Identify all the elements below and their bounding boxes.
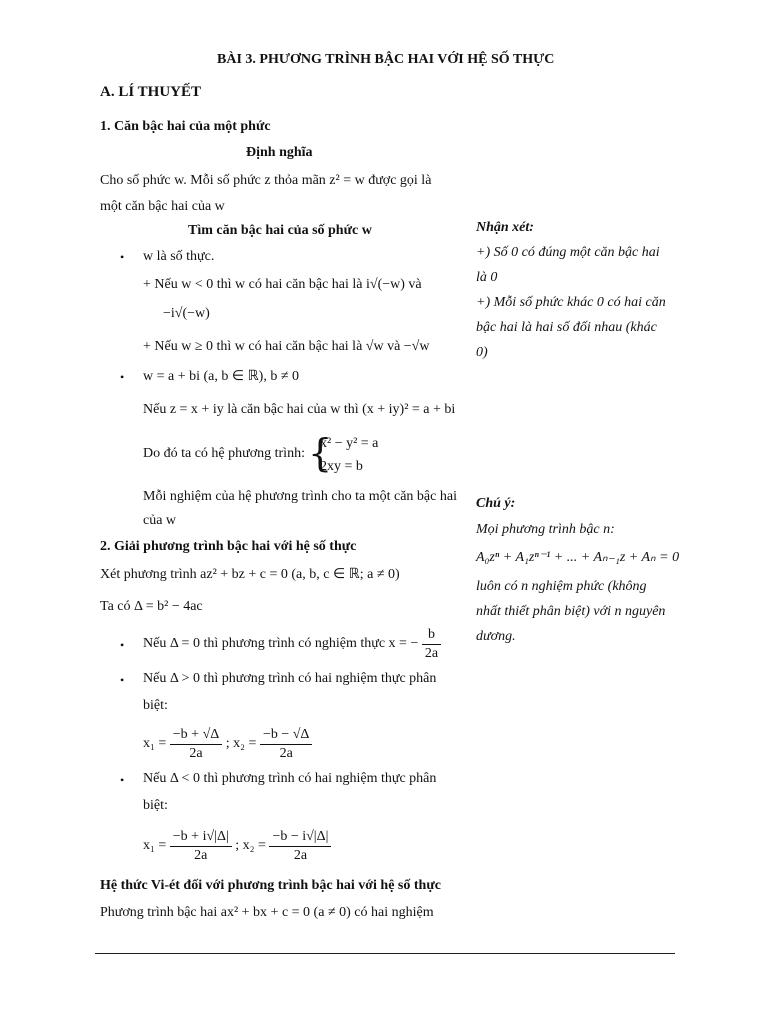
root-fraction: [422, 626, 441, 662]
x2-label: ; x₂ =: [235, 838, 266, 854]
remark-line: 0): [476, 345, 488, 360]
note-line: nhất thiết phân biệt) với n nguyên: [476, 604, 666, 619]
quadratic-equation: Xét phương trình az² + bz + c = 0 (a, b, c ∈ ℝ; a ≠ 0): [100, 567, 400, 582]
fraction-denominator: 2a: [424, 645, 439, 661]
note-line: Mọi phương trình bậc n:: [476, 522, 615, 537]
x2-label: ; x₂ =: [225, 736, 257, 752]
fraction-denominator: 2a: [293, 847, 308, 863]
fraction-numerator: −b + √Δ: [170, 726, 222, 745]
x1-label: x₁ =: [143, 838, 167, 854]
section-a-heading: A. LÍ THUYẾT: [100, 84, 202, 100]
negative-roots-formula: [143, 828, 331, 864]
definition-line-1: Cho số phức w. Mỗi số phức z thỏa mãn z² = w được gọi là: [100, 173, 432, 188]
system-intro: Do đó ta có hệ phương trình:: [143, 446, 305, 461]
bullet-icon: •: [120, 773, 125, 787]
x1-fraction: [170, 828, 232, 864]
fraction-denominator: 2a: [279, 745, 293, 761]
definition-heading: Định nghĩa: [246, 145, 313, 160]
x2-fraction: [260, 726, 312, 762]
case-real-w: w là số thực.: [143, 249, 215, 264]
remark-line: +) Số 0 có đúng một căn bậc hai: [476, 245, 660, 260]
system-note-1: Mỗi nghiệm của hệ phương trình cho ta một căn bậc hai: [143, 489, 457, 504]
case-complex-w: w = a + bi (a, b ∈ ℝ), b ≠ 0: [143, 369, 300, 384]
bullet-icon: •: [120, 638, 125, 652]
remark-line: bậc hai là hai số đối nhau (khác: [476, 320, 657, 335]
note-line: luôn có n nghiệm phức (không: [476, 579, 647, 594]
case-delta-positive-2: biệt:: [143, 698, 168, 713]
case-w-nonnegative: + Nếu w ≥ 0 thì w có hai căn bậc hai là √w và −√w: [143, 339, 430, 354]
case-delta-positive-1: Nếu Δ > 0 thì phương trình có hai nghiệm thực phân: [143, 671, 437, 686]
x2-fraction: [269, 828, 331, 864]
discriminant: Ta có Δ = b² − 4ac: [100, 599, 203, 614]
system-eq-1: x² − y² = a: [320, 436, 379, 451]
fraction-numerator: −b − i√|Δ|: [269, 828, 331, 847]
remark-line: +) Mỗi số phức khác 0 có hai căn: [476, 295, 666, 310]
section-1-heading: 1. Căn bậc hai của một phức: [100, 119, 271, 134]
fraction-numerator: −b − √Δ: [260, 726, 312, 745]
page-title: BÀI 3. PHƯƠNG TRÌNH BẬC HAI VỚI HỆ SỐ THỰC: [217, 52, 555, 67]
case-delta-negative-2: biệt:: [143, 798, 168, 813]
root-condition: Nếu z = x + iy là căn bậc hai của w thì (x + iy)² = a + bi: [143, 402, 456, 417]
case-delta-zero: [143, 626, 441, 662]
definition-line-2: một căn bậc hai của w: [100, 199, 225, 214]
note-line: dương.: [476, 629, 516, 644]
case-delta-negative-1: Nếu Δ < 0 thì phương trình có hai nghiệm thực phân: [143, 771, 437, 786]
x1-label: x₁ =: [143, 736, 167, 752]
remark-line: là 0: [476, 270, 498, 285]
footer-divider: [95, 953, 675, 954]
fraction-denominator: 2a: [194, 847, 208, 863]
positive-roots-formula: [143, 726, 312, 762]
bullet-icon: •: [120, 673, 125, 687]
find-roots-heading: Tìm căn bậc hai của số phức w: [188, 223, 372, 238]
section-2-heading: 2. Giải phương trình bậc hai với hệ số thực: [100, 539, 357, 554]
note-title: Chú ý:: [476, 496, 516, 511]
system-eq-2: 2xy = b: [320, 459, 363, 474]
system-note-2: của w: [143, 513, 177, 528]
case-delta-zero-text: Nếu Δ = 0 thì phương trình có nghiệm thực x = −: [143, 636, 419, 652]
remark-title: Nhận xét:: [476, 220, 534, 235]
bullet-icon: •: [120, 250, 125, 264]
case-w-negative-cont: −i√(−w): [163, 306, 210, 321]
system-brace: {: [308, 431, 333, 475]
fraction-numerator: −b + i√|Δ|: [170, 828, 232, 847]
x1-fraction: [170, 726, 222, 762]
case-w-negative: + Nếu w < 0 thì w có hai căn bậc hai là i√(−w) và: [143, 277, 422, 292]
vieta-intro: Phương trình bậc hai ax² + bx + c = 0 (a ≠ 0) có hai nghiệm: [100, 905, 434, 920]
vieta-heading: Hệ thức Vi-ét đối với phương trình bậc hai với hệ số thực: [100, 878, 441, 893]
note-equation: A₀zⁿ + A₁zⁿ⁻¹ + ... + Aₙ₋₁z + Aₙ = 0: [476, 550, 680, 565]
bullet-icon: •: [120, 370, 125, 384]
fraction-denominator: 2a: [189, 745, 203, 761]
fraction-numerator: b: [422, 626, 441, 645]
